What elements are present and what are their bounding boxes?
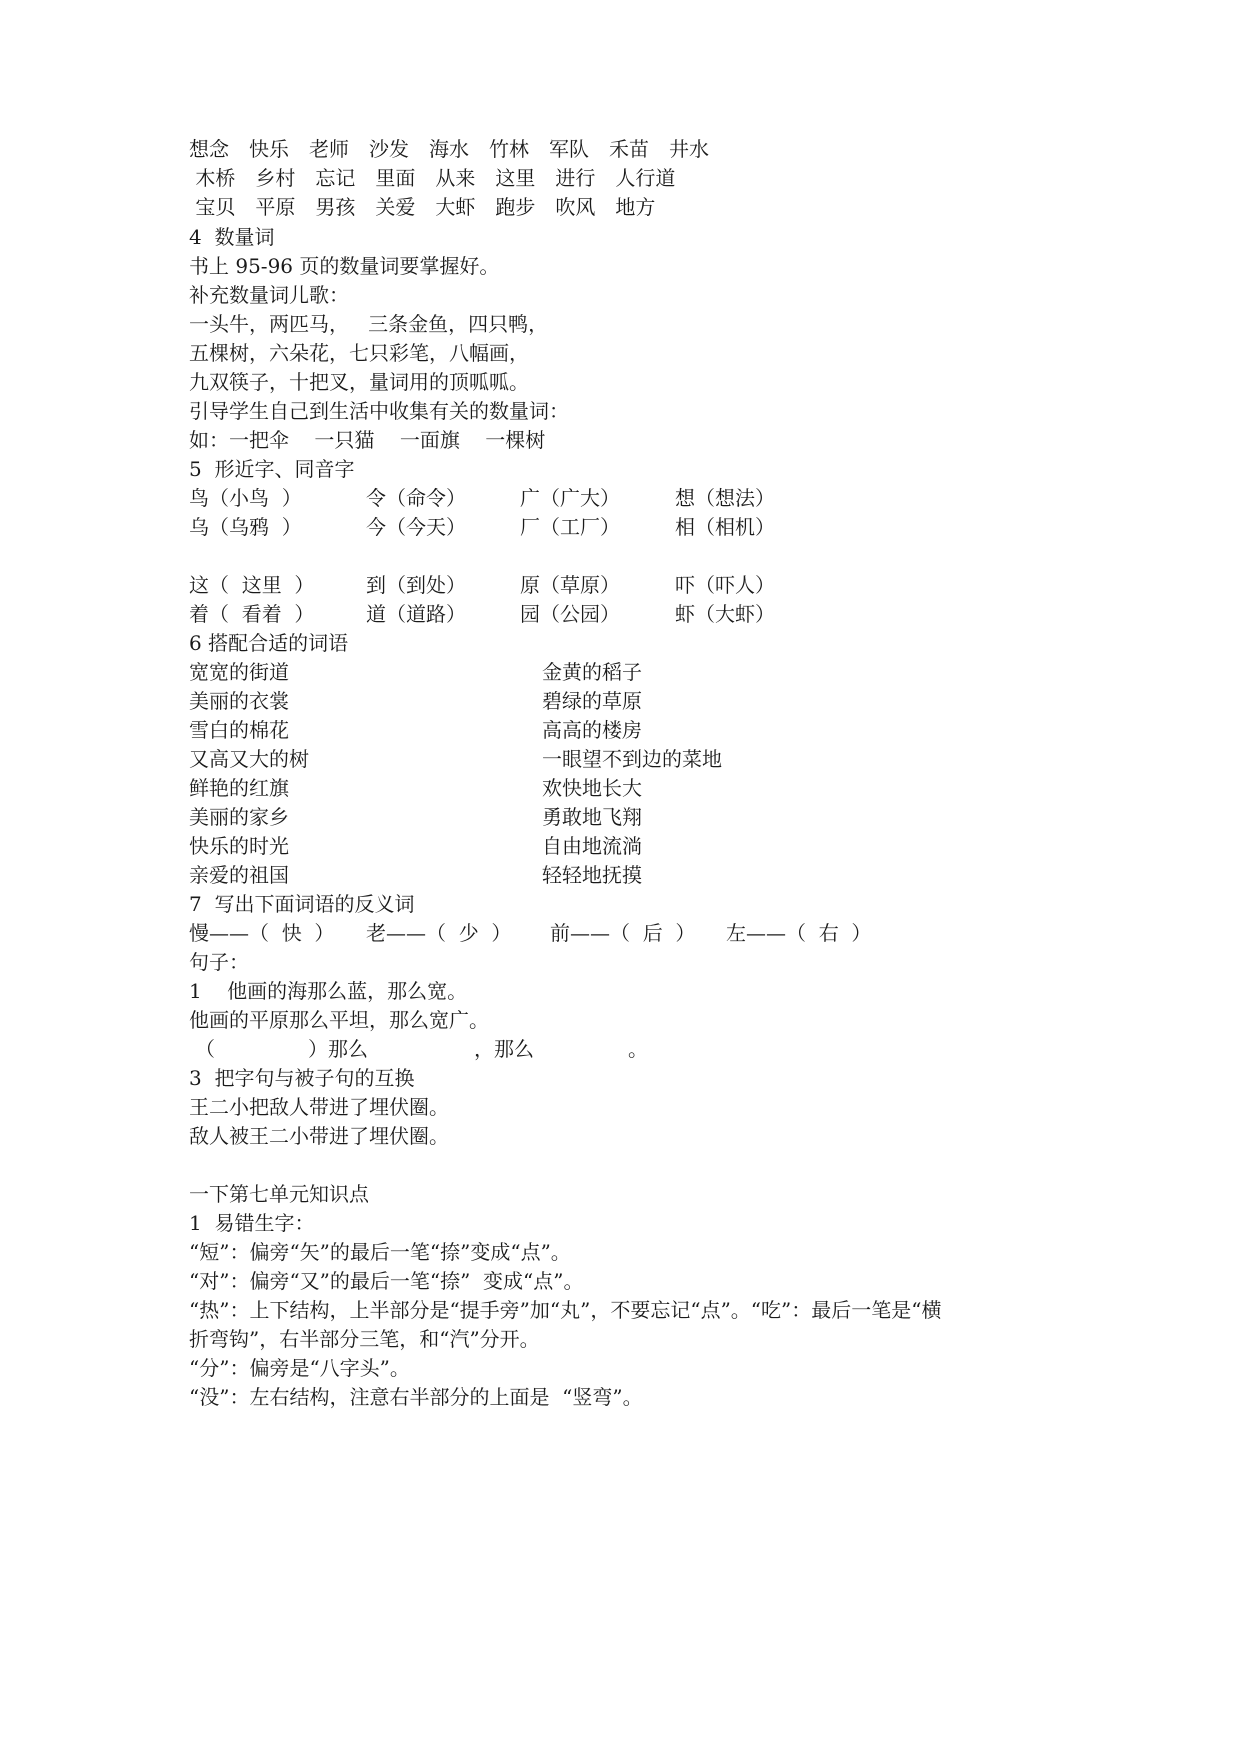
text-line: 引导学生自己到生活中收集有关的数量词： [189, 399, 569, 423]
word-pair-right: 自由地流淌 [542, 834, 642, 858]
similar-char-item: 广（广大） [520, 486, 620, 510]
word-pair-right: 高高的楼房 [542, 718, 642, 742]
word-pair-left: 又高又大的树 [189, 747, 309, 771]
fill-blank-segment: ，那么 [474, 1037, 534, 1061]
word-pair-right: 欢快地长大 [542, 776, 642, 800]
similar-char-item: 令（命令） [366, 486, 466, 510]
similar-char-item: 吓（吓人） [675, 573, 775, 597]
sentence-line: 王二小把敌人带进了埋伏圈。 [189, 1095, 449, 1119]
word-pair-left: 亲爱的祖国 [189, 863, 289, 887]
word-pair-right: 金黄的稻子 [542, 660, 642, 684]
similar-char-item: 乌（乌鸦 ） [189, 515, 302, 539]
section-heading-measure-words: 4 数量词 [189, 225, 275, 249]
text-line: 书上 95-96 页的数量词要掌握好。 [189, 254, 500, 278]
rhyme-line-1: 一头牛，两匹马， 三条金鱼，四只鸭， [189, 312, 549, 336]
word-pair-right: 勇敢地飞翔 [542, 805, 642, 829]
section-heading-antonyms: 7 写出下面词语的反义词 [189, 892, 415, 916]
section-heading-ba-bei: 3 把字句与被子句的互换 [189, 1066, 415, 1090]
section-heading-word-pairs: 6 搭配合适的词语 [189, 631, 349, 655]
note-line: “分”：偏旁是“八字头”。 [189, 1356, 410, 1380]
antonym-item: 前——（ 后 ） [550, 921, 696, 945]
section-heading-error-chars: 1 易错生字： [189, 1211, 315, 1235]
word-pair-left: 雪白的棉花 [189, 718, 289, 742]
sentence-line: 他画的平原那么平坦，那么宽广。 [189, 1008, 489, 1032]
word-pair-left: 美丽的衣裳 [189, 689, 289, 713]
word-pair-left: 快乐的时光 [189, 834, 289, 858]
note-line: “短”：偏旁“矢”的最后一笔“捺”变成“点”。 [189, 1240, 571, 1264]
word-list-line-1: 想念 快乐 老师 沙发 海水 竹林 军队 禾苗 井水 [189, 137, 709, 161]
similar-char-item: 道（道路） [366, 602, 466, 626]
similar-char-item: 到（到处） [366, 573, 466, 597]
sentence-line: 1 他画的海那么蓝，那么宽。 [189, 979, 468, 1003]
note-line: “热”：上下结构，上半部分是“提手旁”加“丸”，不要忘记“点”。“吃”：最后一笔是“横 [189, 1298, 942, 1322]
similar-char-item: 鸟（小鸟 ） [189, 486, 302, 510]
word-pair-left: 宽宽的街道 [189, 660, 289, 684]
similar-char-item: 着（ 看着 ） [189, 602, 315, 626]
rhyme-line-2: 五棵树，六朵花，七只彩笔，八幅画， [189, 341, 529, 365]
sentence-heading: 句子： [189, 950, 249, 974]
similar-char-item: 园（公园） [520, 602, 620, 626]
note-line: 折弯钩”，右半部分三笔，和“汽”分开。 [189, 1327, 540, 1351]
similar-char-item: 厂（工厂） [520, 515, 620, 539]
section-heading-similar-chars: 5 形近字、同音字 [189, 457, 355, 481]
antonym-item: 慢——（ 快 ） [189, 921, 335, 945]
word-pair-left: 美丽的家乡 [189, 805, 289, 829]
rhyme-line-3: 九双筷子，十把叉，量词用的顶呱呱。 [189, 370, 529, 394]
fill-blank-segment: ）那么 [308, 1037, 368, 1061]
text-line: 补充数量词儿歌： [189, 283, 349, 307]
antonym-item: 左——（ 右 ） [726, 921, 872, 945]
similar-char-item: 想（想法） [675, 486, 775, 510]
similar-char-item: 虾（大虾） [675, 602, 775, 626]
word-list-line-3: 宝贝 平原 男孩 关爱 大虾 跑步 吹风 地方 [189, 195, 656, 219]
word-pair-right: 一眼望不到边的菜地 [542, 747, 722, 771]
example-line: 如：一把伞 一只猫 一面旗 一棵树 [189, 428, 546, 452]
unit-title: 一下第七单元知识点 [189, 1182, 369, 1206]
fill-blank-open-paren: （ [195, 1037, 215, 1061]
antonym-item: 老——（ 少 ） [366, 921, 512, 945]
sentence-line: 敌人被王二小带进了埋伏圈。 [189, 1124, 449, 1148]
word-pair-right: 轻轻地抚摸 [542, 863, 642, 887]
similar-char-item: 相（相机） [675, 515, 775, 539]
word-pair-right: 碧绿的草原 [542, 689, 642, 713]
similar-char-item: 这（ 这里 ） [189, 573, 315, 597]
note-line: “对”：偏旁“又”的最后一笔“捺” 变成“点”。 [189, 1269, 584, 1293]
similar-char-item: 今（今天） [366, 515, 466, 539]
fill-blank-period: 。 [628, 1037, 648, 1061]
similar-char-item: 原（草原） [520, 573, 620, 597]
word-pair-left: 鲜艳的红旗 [189, 776, 289, 800]
word-list-line-2: 木桥 乡村 忘记 里面 从来 这里 进行 人行道 [189, 166, 676, 190]
note-line: “没”：左右结构，注意右半部分的上面是 “竖弯”。 [189, 1385, 643, 1409]
